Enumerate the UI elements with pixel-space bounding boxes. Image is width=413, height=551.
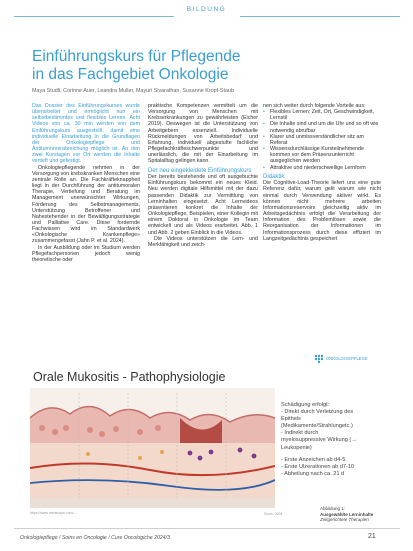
section-subheading: Didaktik	[263, 173, 285, 180]
section-label: BILDUNG	[186, 6, 227, 13]
article-title	[32, 48, 362, 83]
body-paragraph: Die Videos unterstützen die Lern- und Merkfähigkeit und zeich-	[148, 235, 258, 248]
journal-footer: Onkologiepflege / Soins en Oncologie / Cure Oncologiche 2024/3	[20, 535, 170, 541]
figure-list-item: Epithels	[281, 416, 301, 423]
lead-paragraph: Das Dossier des Einführungskurses wurde überarbeitet und ermöglicht nun ein selbstbestimmtes und flexibles Lernen. Acht Videos von ca. 30 min werden von dem Einführungskurs ausgestellt, damit eine individuelle Einarbeitung in die Grundlagen der Onkologiepflege und Antitumorverabreichung möglich ist. An den zwei Kurstagen vor Ort werden die Inhalte vertieft und gefestigt.	[32, 103, 140, 165]
caption-detail: Zeitgerichtete Therapien	[320, 517, 369, 522]
body-paragraph: nen sich weiter durch folgende Vorteile aus:	[263, 103, 366, 109]
text-column-2	[148, 103, 258, 248]
onkologiepflege-logo	[312, 352, 372, 366]
text-column-1	[32, 103, 140, 263]
text-column-3	[263, 103, 381, 242]
figure-list-item: Leukopenie)	[281, 444, 312, 451]
figure-list-item: (Medikamente/Strahlungetc.)	[281, 423, 353, 430]
figure-list-item: - Abheilung nach ca. 21 d	[281, 470, 345, 477]
page-number: 21	[368, 533, 376, 540]
logo-wordmark: ONKOLOGIEPFLEGE	[326, 356, 368, 361]
section-subheading: Der neu eingekleidete Einführungskurs	[148, 167, 252, 174]
header-rule-left	[14, 16, 174, 17]
figure-list-item: - Erste Anzeichen ab d4-5	[281, 456, 346, 463]
list-item: • Wissensdurchlässige Kursteilnehmende kommen vor dem Präsenzunterricht ausgeglichen werden	[263, 146, 381, 164]
header-rule-right	[240, 16, 400, 17]
footer-rule	[14, 528, 400, 529]
figure-title: Orale Mukositis - Pathophysiologie	[33, 370, 226, 384]
mucositis-illustration	[30, 388, 275, 508]
title-line-1: Einführungskurs für Pflegende	[32, 48, 241, 65]
body-paragraph: praktische Kompetenzen vermittelt um die Versorgung von Menschen mit Krebserkrankungen zu gewährleisten (Eicher 2019). Deswegen ist die Unterstützung von Arbeitgebern essenziell. Individuelle Rückmeldungen von Arbeitsbedarf und Erfahrung, individuell abgestufte fachliche Pflegefachkräfteschwerpunkte und unerlässlich, die mit der Einarbeitung im Spitalalltag gelingen kann.	[148, 103, 258, 165]
caption-label: Abbildung 1:	[320, 506, 346, 511]
figure-credit: https://www.medscape.com/...	[30, 511, 77, 515]
figure-list-item: Schädigung erfolgt:	[281, 402, 330, 408]
figure-list-item: - Direkt durch Verletzung des	[281, 409, 354, 416]
figure-list-item: - Indirekt durch	[281, 430, 319, 437]
body-paragraph: Onkologiepflegende nehmen in der Versorgung von krebskranken Menschen eine zentrale Rolle an. Die Fachkräfteknappheit liegt in der Durchführung der antitumoralen Therapie, Vertiefung und Beratung im Management unerwünschter Wirkungen, Förderung des Selbstmanagements, Unterstützung Betroffener und Nahestehender in der Bewältigungsstrategie und Palliative Care. Diese fordernde Fachwissen wird im Standardwerk «Onkologische Krankenpflege» zusammengefasst (Jahn P. et al. 2024).	[32, 164, 140, 245]
list-item: • Klarer und unmissverständlicher sitz am Referat	[263, 134, 381, 146]
author-list: Maya Studli, Corinne Auer, Leandra Muller, Mayuri Sivarathan, Susanne Kropf-Staub	[32, 88, 234, 94]
title-line-2: in das Fachgebiet Onkologie	[32, 65, 229, 83]
figure-list-item: - Erste Ulzerationen ab d7-10	[281, 463, 355, 470]
figure-mucositis	[28, 350, 390, 522]
list-item: • Die Inhalte sind und um die Uhr und so oft wie notwendig abrufbar	[263, 121, 381, 133]
figure-bullet-list	[281, 402, 393, 478]
list-item: • Attraktive und niederschwellige Lernform	[263, 165, 381, 171]
caption-title: Ausgewählte Lerninhalte	[320, 511, 374, 517]
list-item: • Flexibles Lernen: Zeit, Ort, Geschwindigkeit, Lernstil	[263, 109, 381, 121]
figure-list-item: myelosuppressive Wirkung (→	[281, 437, 357, 444]
body-paragraph: In der Ausbildung oder im Studium werden Pflegefachpersonen jedoch wenig theoretische oder	[32, 244, 140, 263]
body-paragraph: Die Cognitive-Load-Theorie liefert uns eine gute Referenz dafür, warum gelit warum wie nicht einmal durch Verwendung aktiver wirkt. Es können nicht mehrere arbeiten Informationsreservoirs gleichzeitig aktiv im Arbeitsgedächtnis erfolgt die Verarbeitung der Information des Problemlösen sowie die Reorganisation der Informationen im Informationsprozess durch diese effiziert im Langzeitgedächtnis gespeichert	[263, 180, 381, 242]
body-paragraph: Der bereits bestehende und oft ausgebuchte Einführungskurs bekommt ein neues Kleid. Neu werden digitale Hilfsmittel mit der dazu passenden Didaktik zur Vermittlung von Lerninhalten eingesetzt. Acht Lernvideos präsentieren konkret die Inhalte der Onkologiepflege, Beispielen, einer Kollegin mit einem Doktorat in Onkologie im Team entwickelt und als Videos erarbeitet. Abb. 1 und Abb. 2 geben Einblick in die Videos.	[148, 174, 258, 236]
figure-caption	[320, 506, 390, 523]
advantages-list	[263, 109, 381, 171]
figure-source: Sonis, 2004	[264, 512, 283, 516]
